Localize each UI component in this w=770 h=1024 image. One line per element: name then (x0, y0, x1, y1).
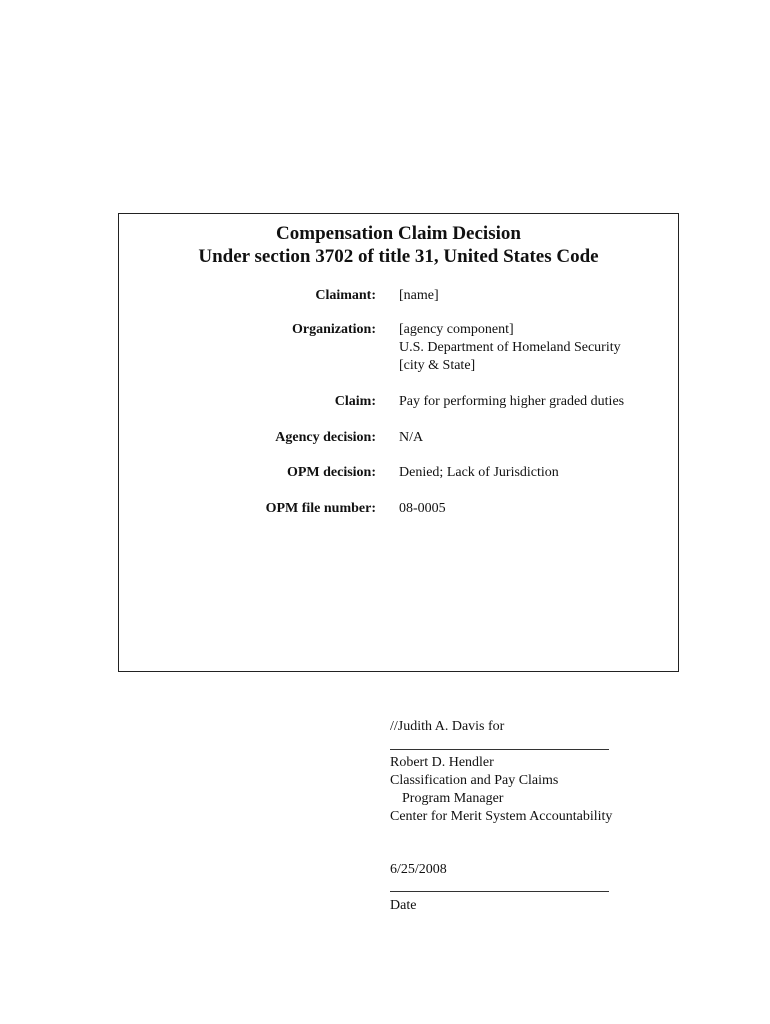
organization-value-line: [city & State] (399, 358, 476, 373)
decision-summary-box (118, 213, 679, 672)
field-value (399, 464, 559, 482)
opm-file-number-value: 08-0005 (399, 501, 446, 516)
signer-title-line: Program Manager (402, 791, 504, 806)
organization-value-line: [agency component] (399, 322, 514, 337)
field-value (399, 287, 439, 305)
field-value (399, 429, 423, 447)
field-label: Claimant: (315, 288, 376, 303)
document-subtitle: Under section 3702 of title 31, United States Code (198, 246, 599, 267)
field-label: OPM file number: (265, 501, 376, 516)
claimant-value: [name] (399, 288, 439, 303)
signature-line (390, 749, 609, 750)
field-value (399, 321, 621, 375)
signer-title-line: Classification and Pay Claims (390, 773, 559, 788)
date-value: 6/25/2008 (390, 862, 447, 877)
claim-value: Pay for performing higher graded duties (399, 394, 625, 409)
date-label: Date (390, 898, 417, 913)
signed-by: //Judith A. Davis for (390, 719, 505, 734)
field-label: Claim: (334, 394, 376, 409)
field-label: Agency decision: (275, 430, 376, 445)
field-label: Organization: (292, 322, 376, 337)
agency-decision-value: N/A (399, 430, 424, 445)
signer-name: Robert D. Hendler (390, 755, 494, 770)
date-line (390, 891, 609, 892)
document-title: Compensation Claim Decision (276, 223, 521, 244)
signer-office: Center for Merit System Accountability (390, 809, 613, 824)
organization-value-line: U.S. Department of Homeland Security (399, 340, 621, 355)
field-label: OPM decision: (286, 465, 376, 480)
field-value (399, 500, 446, 518)
field-value (399, 393, 624, 411)
opm-decision-value: Denied; Lack of Jurisdiction (399, 465, 559, 480)
